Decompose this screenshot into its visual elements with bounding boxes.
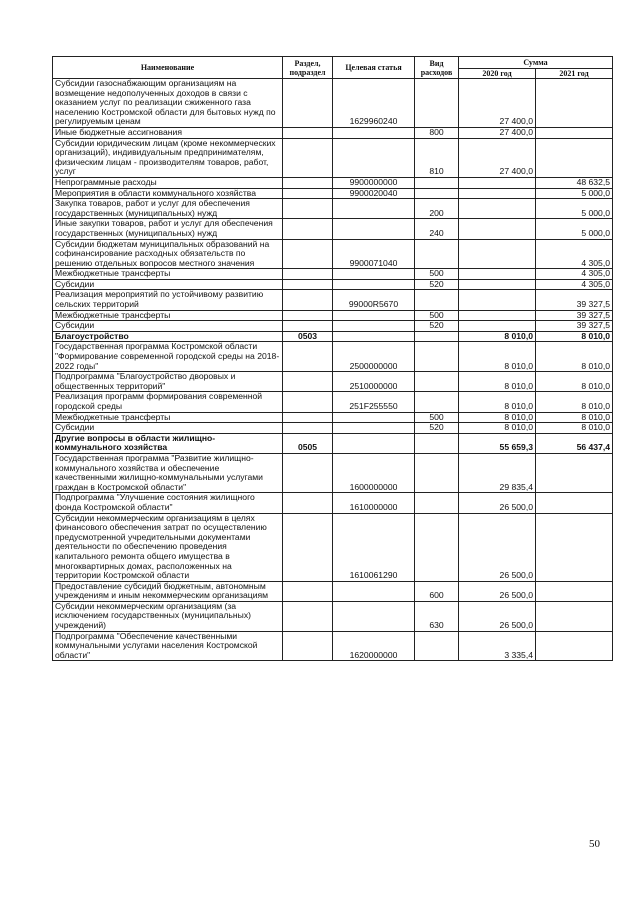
row-sum-2021-cell: 4 305,0 <box>536 239 613 269</box>
row-kind-cell: 200 <box>415 199 459 219</box>
row-sum-2020-cell: 26 500,0 <box>459 513 536 581</box>
row-sum-2021-cell <box>536 581 613 601</box>
row-name-cell: Субсидии <box>53 321 283 332</box>
row-sum-2020-cell: 26 500,0 <box>459 581 536 601</box>
row-name-cell: Субсидии некоммерческим организациям в целях финансового обеспечения затрат по осуществлению предусмотренной учредительными документами деятельности по обеспечению проведения капитального ремонта общего имущества в многоквартирных домах, расположенных на территории Костромской области <box>53 513 283 581</box>
row-kind-cell <box>415 493 459 513</box>
row-section-cell <box>283 631 333 661</box>
row-section-cell <box>283 423 333 434</box>
table-row <box>53 269 613 280</box>
header-kind: Вид расходов <box>415 57 459 79</box>
table-row <box>53 188 613 199</box>
row-name-cell: Субсидии юридическим лицам (кроме некоммерческих организаций), индивидуальным предпринимателям, физическим лицам - производителям товаров, работ, услуг <box>53 138 283 177</box>
row-section-cell <box>283 127 333 138</box>
row-target-cell <box>333 127 415 138</box>
row-kind-cell <box>415 453 459 492</box>
table-row <box>53 290 613 310</box>
row-sum-2020-cell <box>459 219 536 239</box>
row-section-cell <box>283 290 333 310</box>
row-kind-cell: 500 <box>415 412 459 423</box>
row-name-cell: Подпрограмма "Улучшение состояния жилищного фонда Костромской области" <box>53 493 283 513</box>
row-name-cell: Субсидии бюджетам муниципальных образований на софинансирование расходных обязательств по решению отдельных вопросов местного значения <box>53 239 283 269</box>
table-row <box>53 581 613 601</box>
table-row <box>53 239 613 269</box>
row-sum-2020-cell: 8 010,0 <box>459 412 536 423</box>
row-sum-2021-cell <box>536 631 613 661</box>
row-section-cell <box>283 269 333 280</box>
row-sum-2020-cell <box>459 279 536 290</box>
row-target-cell <box>333 219 415 239</box>
row-kind-cell <box>415 372 459 392</box>
row-target-cell: 9900071040 <box>333 239 415 269</box>
row-section-cell <box>283 392 333 412</box>
row-name-cell: Мероприятия в области коммунального хозяйства <box>53 188 283 199</box>
row-kind-cell: 800 <box>415 127 459 138</box>
row-sum-2020-cell <box>459 199 536 219</box>
row-target-cell: 2500000000 <box>333 342 415 372</box>
row-kind-cell <box>415 342 459 372</box>
table-row <box>53 177 613 188</box>
row-section-cell <box>283 219 333 239</box>
row-sum-2020-cell: 8 010,0 <box>459 372 536 392</box>
row-section-cell <box>283 188 333 199</box>
row-sum-2021-cell: 5 000,0 <box>536 199 613 219</box>
row-name-cell: Реализация программ формирования современной городской среды <box>53 392 283 412</box>
row-kind-cell <box>415 188 459 199</box>
row-kind-cell <box>415 177 459 188</box>
page-number: 50 <box>589 838 600 850</box>
row-target-cell <box>333 199 415 219</box>
row-section-cell <box>283 581 333 601</box>
row-sum-2021-cell: 8 010,0 <box>536 423 613 434</box>
row-sum-2020-cell <box>459 188 536 199</box>
row-section-cell <box>283 601 333 631</box>
row-sum-2021-cell: 8 010,0 <box>536 392 613 412</box>
row-sum-2021-cell: 56 437,4 <box>536 433 613 453</box>
row-sum-2021-cell: 4 305,0 <box>536 279 613 290</box>
row-sum-2020-cell <box>459 177 536 188</box>
table-row <box>53 199 613 219</box>
row-sum-2021-cell <box>536 513 613 581</box>
row-kind-cell: 630 <box>415 601 459 631</box>
row-target-cell <box>333 581 415 601</box>
row-name-cell: Иные бюджетные ассигнования <box>53 127 283 138</box>
row-name-cell: Межбюджетные трансферты <box>53 412 283 423</box>
row-section-cell <box>283 493 333 513</box>
row-name-cell: Благоустройство <box>53 331 283 342</box>
header-year-2021: 2021 год <box>536 69 613 79</box>
row-target-cell: 1610000000 <box>333 493 415 513</box>
row-target-cell: 1610061290 <box>333 513 415 581</box>
row-sum-2021-cell: 48 632,5 <box>536 177 613 188</box>
row-sum-2021-cell: 5 000,0 <box>536 219 613 239</box>
row-sum-2020-cell <box>459 290 536 310</box>
row-sum-2020-cell <box>459 269 536 280</box>
row-section-cell <box>283 138 333 177</box>
table-row <box>53 513 613 581</box>
row-sum-2021-cell: 8 010,0 <box>536 331 613 342</box>
row-sum-2021-cell <box>536 453 613 492</box>
row-sum-2021-cell <box>536 138 613 177</box>
table-row <box>53 279 613 290</box>
row-target-cell <box>333 269 415 280</box>
header-section: Раздел, подраздел <box>283 57 333 79</box>
table-row <box>53 412 613 423</box>
row-kind-cell: 520 <box>415 321 459 332</box>
row-section-cell <box>283 372 333 392</box>
budget-table <box>52 56 613 661</box>
row-section-cell: 0505 <box>283 433 333 453</box>
table-row <box>53 453 613 492</box>
row-sum-2021-cell: 39 327,5 <box>536 310 613 321</box>
row-sum-2021-cell <box>536 493 613 513</box>
row-sum-2021-cell: 8 010,0 <box>536 412 613 423</box>
row-name-cell: Подпрограмма "Благоустройство дворовых и общественных территорий" <box>53 372 283 392</box>
row-sum-2021-cell <box>536 127 613 138</box>
row-name-cell: Подпрограмма "Обеспечение качественными коммунальными услугами населения Костромской области" <box>53 631 283 661</box>
row-name-cell: Закупка товаров, работ и услуг для обеспечения государственных (муниципальных) нужд <box>53 199 283 219</box>
row-target-cell <box>333 412 415 423</box>
row-sum-2020-cell <box>459 310 536 321</box>
row-section-cell: 0503 <box>283 331 333 342</box>
header-name: Наименование <box>53 57 283 79</box>
row-kind-cell: 520 <box>415 279 459 290</box>
row-sum-2020-cell: 55 659,3 <box>459 433 536 453</box>
row-name-cell: Предоставление субсидий бюджетным, автономным учреждениям и иным некоммерческим организациям <box>53 581 283 601</box>
row-section-cell <box>283 199 333 219</box>
row-sum-2020-cell: 27 400,0 <box>459 79 536 128</box>
table-row <box>53 310 613 321</box>
row-target-cell: 9900020040 <box>333 188 415 199</box>
row-kind-cell: 810 <box>415 138 459 177</box>
table-row <box>53 601 613 631</box>
row-name-cell: Другие вопросы в области жилищно-коммунального хозяйства <box>53 433 283 453</box>
row-sum-2020-cell: 8 010,0 <box>459 423 536 434</box>
row-sum-2021-cell: 39 327,5 <box>536 321 613 332</box>
row-sum-2021-cell <box>536 79 613 128</box>
table-row <box>53 392 613 412</box>
table-row <box>53 79 613 128</box>
table-row <box>53 631 613 661</box>
row-name-cell: Субсидии <box>53 423 283 434</box>
row-name-cell: Субсидии газоснабжающим организациям на возмещение недополученных доходов в связи с оказанием услуг по реализации сжиженного газа населению Костромской области для бытовых нужд по регулируемым ценам <box>53 79 283 128</box>
table-header <box>53 57 613 79</box>
row-name-cell: Субсидии некоммерческим организациям (за исключением государственных (муниципальных) учреждений) <box>53 601 283 631</box>
row-section-cell <box>283 513 333 581</box>
table-row <box>53 342 613 372</box>
table-row <box>53 138 613 177</box>
row-sum-2021-cell: 4 305,0 <box>536 269 613 280</box>
row-target-cell: 1600000000 <box>333 453 415 492</box>
row-kind-cell: 600 <box>415 581 459 601</box>
row-section-cell <box>283 177 333 188</box>
table-row <box>53 493 613 513</box>
row-sum-2020-cell: 29 835,4 <box>459 453 536 492</box>
row-section-cell <box>283 342 333 372</box>
row-sum-2021-cell <box>536 601 613 631</box>
row-section-cell <box>283 279 333 290</box>
table-row <box>53 372 613 392</box>
row-name-cell: Непрограммные расходы <box>53 177 283 188</box>
row-target-cell <box>333 310 415 321</box>
row-sum-2021-cell: 8 010,0 <box>536 372 613 392</box>
row-section-cell <box>283 321 333 332</box>
row-name-cell: Иные закупки товаров, работ и услуг для обеспечения государственных (муниципальных) нужд <box>53 219 283 239</box>
row-kind-cell <box>415 631 459 661</box>
row-section-cell <box>283 412 333 423</box>
row-name-cell: Субсидии <box>53 279 283 290</box>
row-sum-2020-cell <box>459 239 536 269</box>
row-kind-cell: 500 <box>415 269 459 280</box>
row-sum-2020-cell: 27 400,0 <box>459 127 536 138</box>
row-kind-cell <box>415 392 459 412</box>
table-row <box>53 331 613 342</box>
row-target-cell: 1620000000 <box>333 631 415 661</box>
row-target-cell: 1629960240 <box>333 79 415 128</box>
table-row <box>53 433 613 453</box>
row-name-cell: Межбюджетные трансферты <box>53 269 283 280</box>
row-kind-cell <box>415 239 459 269</box>
row-name-cell: Государственная программа Костромской области "Формирование современной городской среды на 2018-2022 годы" <box>53 342 283 372</box>
table-body <box>53 79 613 661</box>
row-target-cell <box>333 423 415 434</box>
row-sum-2020-cell <box>459 321 536 332</box>
row-target-cell: 2510000000 <box>333 372 415 392</box>
table-row <box>53 127 613 138</box>
row-kind-cell: 500 <box>415 310 459 321</box>
row-kind-cell <box>415 331 459 342</box>
row-sum-2021-cell: 39 327,5 <box>536 290 613 310</box>
header-year-2020: 2020 год <box>459 69 536 79</box>
row-target-cell <box>333 331 415 342</box>
row-target-cell: 9900000000 <box>333 177 415 188</box>
row-sum-2021-cell: 5 000,0 <box>536 188 613 199</box>
row-sum-2020-cell: 8 010,0 <box>459 392 536 412</box>
row-kind-cell: 240 <box>415 219 459 239</box>
row-sum-2020-cell: 8 010,0 <box>459 331 536 342</box>
row-kind-cell: 520 <box>415 423 459 434</box>
row-section-cell <box>283 310 333 321</box>
table-row <box>53 321 613 332</box>
header-target: Целевая статья <box>333 57 415 79</box>
row-kind-cell <box>415 79 459 128</box>
row-sum-2021-cell: 8 010,0 <box>536 342 613 372</box>
row-target-cell: 99000R5670 <box>333 290 415 310</box>
row-sum-2020-cell: 26 500,0 <box>459 493 536 513</box>
row-kind-cell <box>415 433 459 453</box>
table-row <box>53 219 613 239</box>
header-sum: Сумма <box>459 57 613 69</box>
row-target-cell <box>333 321 415 332</box>
row-target-cell <box>333 279 415 290</box>
row-target-cell <box>333 433 415 453</box>
table-row <box>53 423 613 434</box>
row-name-cell: Государственная программа "Развитие жилищно-коммунального хозяйства и обеспечение качественными жилищно-коммунальными услугами граждан в Костромской области" <box>53 453 283 492</box>
row-sum-2020-cell: 8 010,0 <box>459 342 536 372</box>
row-sum-2020-cell: 26 500,0 <box>459 601 536 631</box>
row-target-cell: 251F255550 <box>333 392 415 412</box>
row-kind-cell <box>415 290 459 310</box>
row-sum-2020-cell: 27 400,0 <box>459 138 536 177</box>
row-kind-cell <box>415 513 459 581</box>
row-sum-2020-cell: 3 335,4 <box>459 631 536 661</box>
row-target-cell <box>333 601 415 631</box>
row-section-cell <box>283 239 333 269</box>
row-name-cell: Межбюджетные трансферты <box>53 310 283 321</box>
row-name-cell: Реализация мероприятий по устойчивому развитию сельских территорий <box>53 290 283 310</box>
row-target-cell <box>333 138 415 177</box>
row-section-cell <box>283 453 333 492</box>
row-section-cell <box>283 79 333 128</box>
